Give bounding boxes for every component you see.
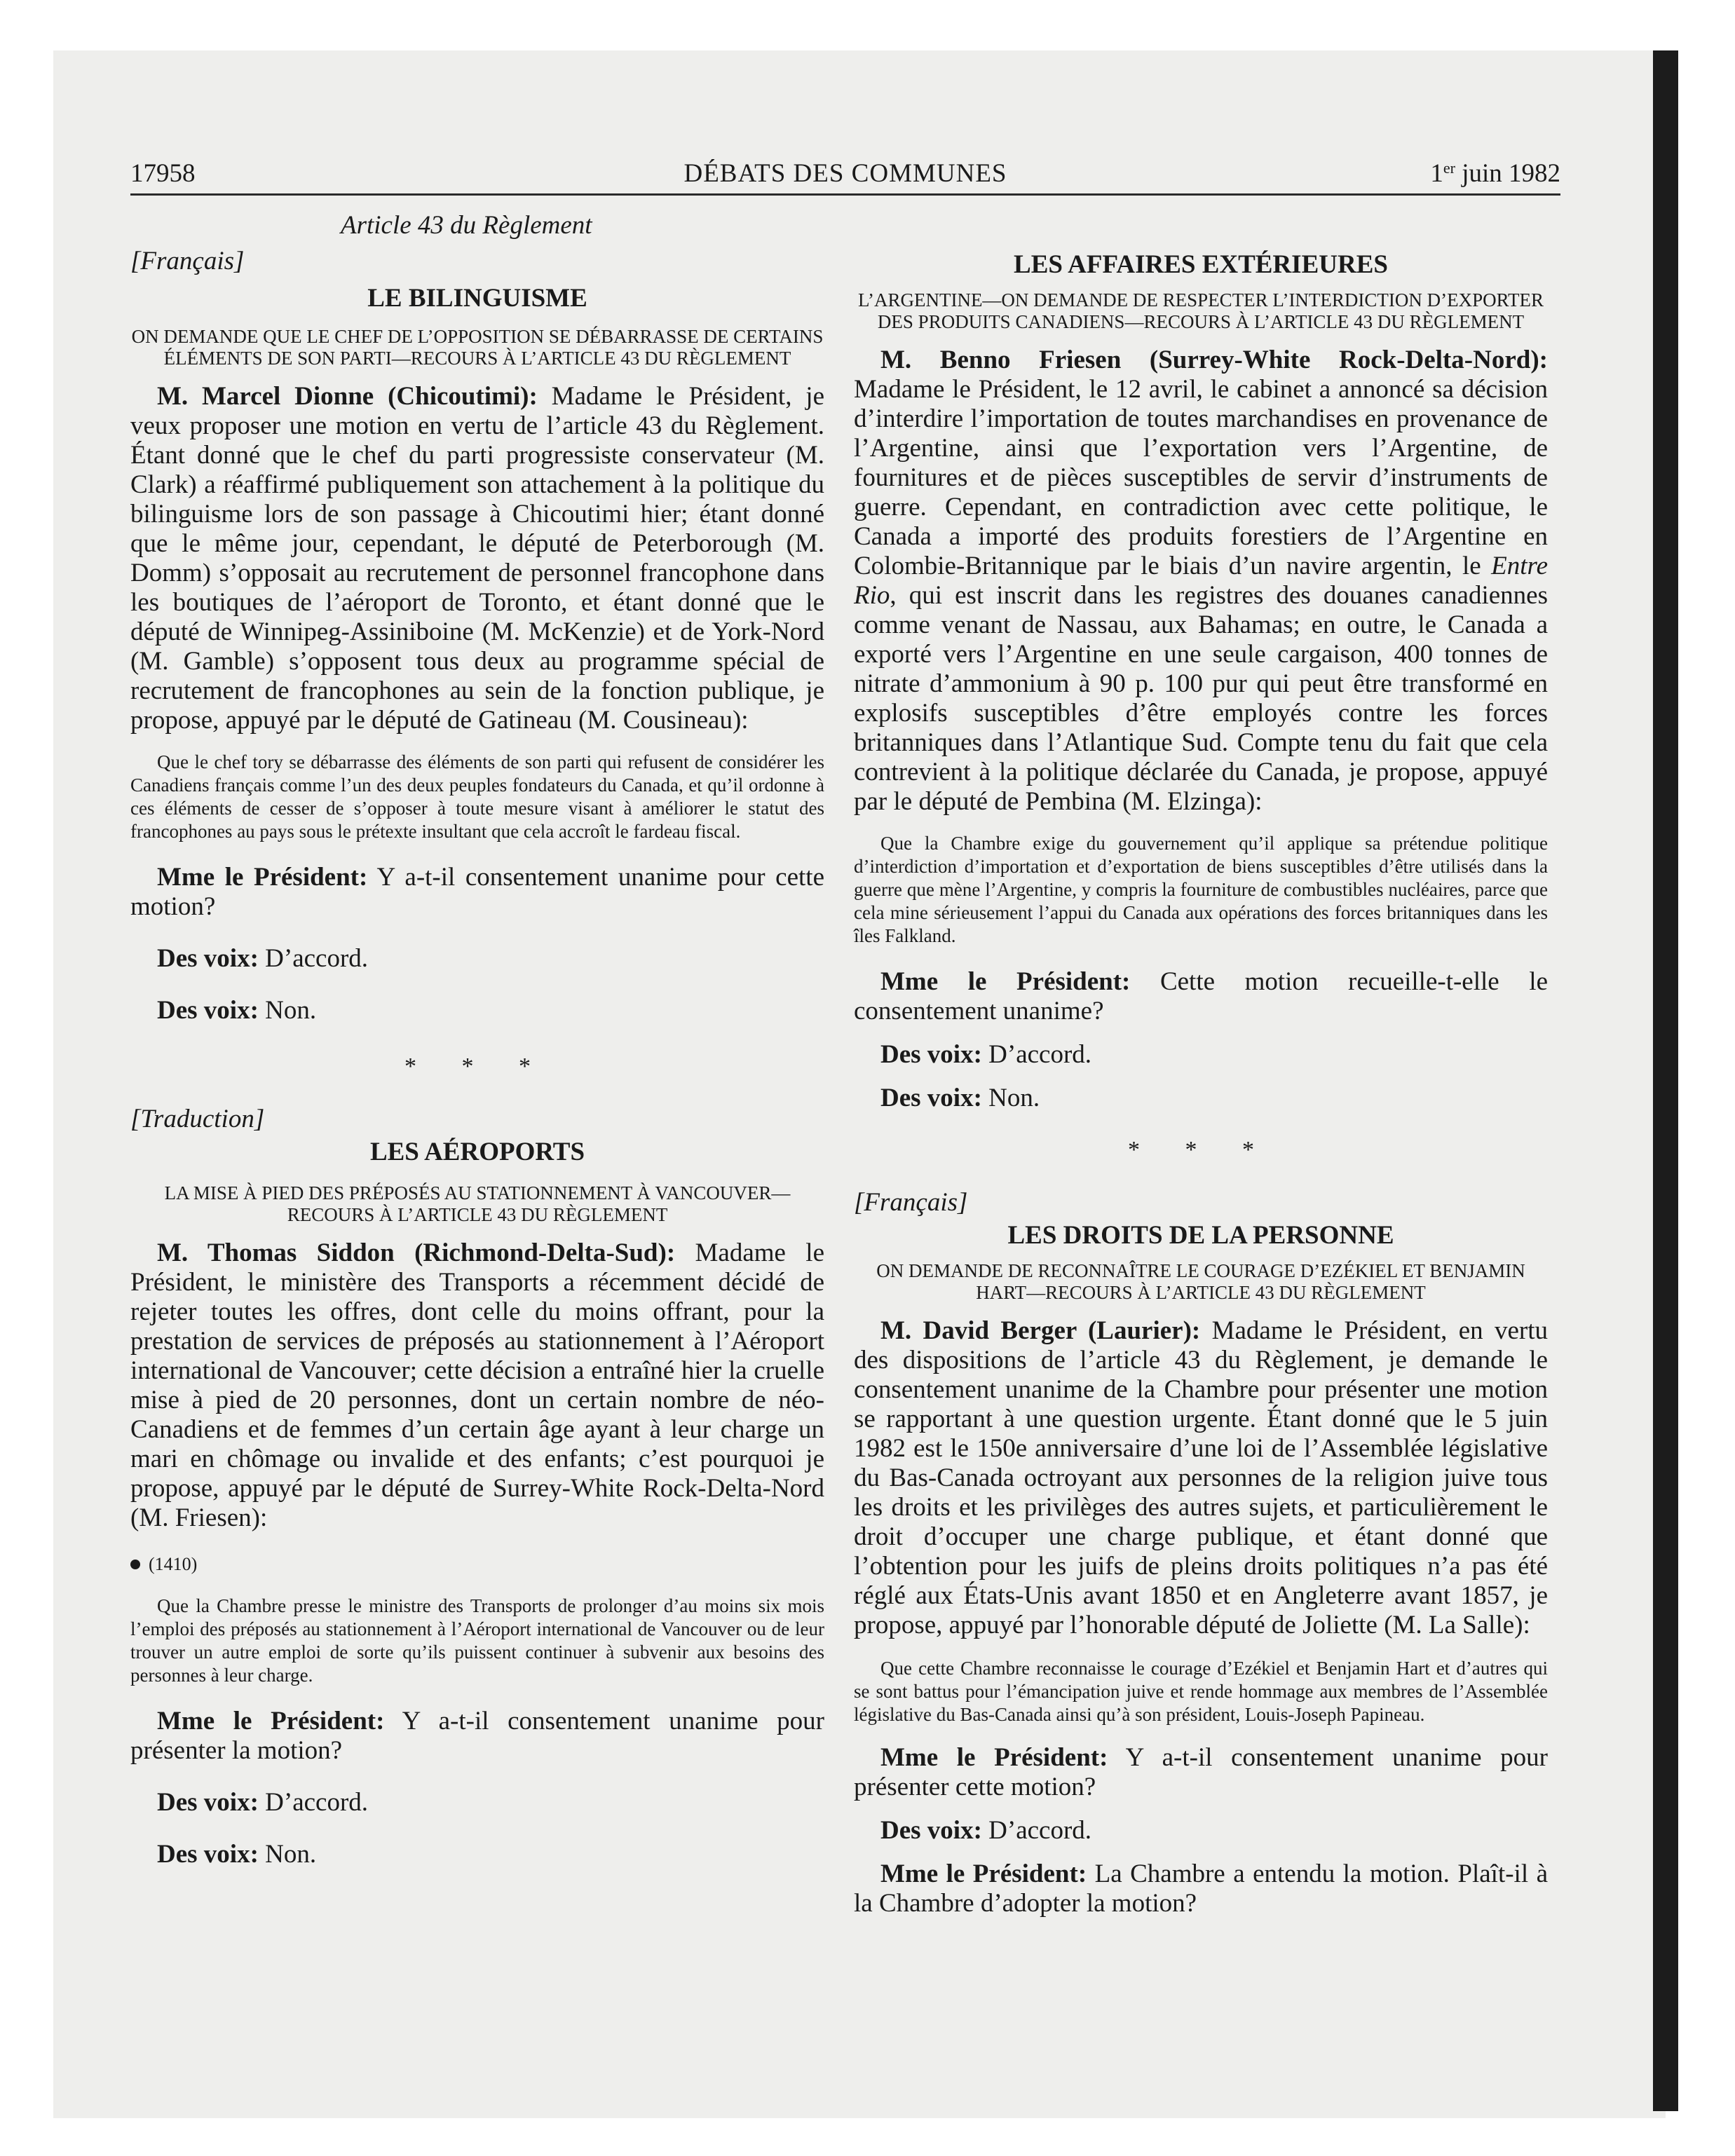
speech-text: Madame le Président, le ministère des Transports a récemment décidé de rejeter toutes les offres, dont celle du moins offrant, pour la prestation de services de préposés au stationnement à l’Aéroport international de Vancouver; cette décision a entraîné hier la cruelle mise à pied de 20 personnes, dont un certain nombre de néo-Canadiens et de femmes d’un certain âge ayant à leur charge un mari en chômage ou invalide et des enfants; c’est pourquoi je propose, appuyé par le député de Surrey-White Rock-Delta-Nord (M. Friesen): [130, 1239, 824, 1532]
speech-text: La Chambre a entendu la motion. Plaît-il à la Chambre d’adopter la motion? [854, 1860, 1548, 1918]
voices-text: D’accord. [258, 1788, 369, 1817]
speech-text: Madame le Président, je veux proposer une motion en vertu de l’article 43 du Règlement. Étant donné que le chef du parti progressiste conservateur (M. Clark) a réaffirmé publiquement son attachement à la politique du bilinguisme lors de son passage à Chicoutimi hier; étant donné que le même jour, cependant, le député de Peterborough (M. Domm) s’opposait au recrutement de personnel francophone dans les boutiques de l’aéroport de Toronto, et étant donné que le député de Winnipeg-Assiniboine (M. McKenzie) et de York-Nord (M. Gamble) s’opposent tous deux au programme spécial de recrutement de francophones au sein de la fonction publique, je propose, appuyé par le député de Gatineau (M. Cousineau): [130, 382, 824, 735]
voices-line [854, 1816, 1548, 1845]
speech-paragraph [130, 382, 824, 735]
ship-name: Entre Rio [854, 552, 1548, 610]
speaker-name: Mme le Président: [880, 1860, 1087, 1888]
section-subheading: ON DEMANDE DE RECONNAÎTRE LE COURAGE D’EZÉKIEL ET BENJAMIN HART—RECOURS À L’ARTICLE 43 DU RÈGLEMENT [876, 1260, 1525, 1303]
section-heading: LES DROITS DE LA PERSONNE [1007, 1221, 1394, 1250]
language-note: [Français] [854, 1188, 968, 1217]
speech-paragraph [854, 1316, 1548, 1640]
date-day: 1 [1430, 159, 1443, 188]
time-marker-text: (1410) [149, 1554, 198, 1574]
voices-label: Des voix: [880, 1816, 982, 1845]
article-note: Article 43 du Règlement [341, 211, 592, 240]
voices-line [130, 1840, 824, 1869]
voices-label: Des voix: [157, 944, 259, 973]
speech-text: Y a-t-il consentement unanime pour présenter cette motion? [854, 1743, 1548, 1801]
motion-text: Que la Chambre exige du gouvernement qu’il applique sa prétendue politique d’interdiction d’importation et d’exportation de biens susceptibles d’être utilisés dans la guerre que mène l’Argentine, y compris la fourniture de combustibles nucléaires, parce que cela mine sérieusement l’appui du Canada aux opérations des forces britanniques dans les îles Falkland. [854, 833, 1548, 946]
speech-text: Y a-t-il consentement unanime pour cette motion? [130, 863, 825, 921]
speaker-name: Mme le Président: [880, 1743, 1108, 1772]
voices-line [854, 1084, 1548, 1113]
voices-line [854, 1040, 1548, 1070]
speaker-name: M. Thomas Siddon (Richmond-Delta-Sud): [157, 1239, 676, 1267]
speech-paragraph [854, 1860, 1548, 1918]
voices-label: Des voix: [157, 1788, 259, 1817]
voices-label: Des voix: [157, 1840, 259, 1869]
motion-text: Que la Chambre presse le ministre des Transports de prolonger d’au moins six mois l’emploi des préposés au stationnement à l’Aéroport international de Vancouver ou de leur trouver un autre emploi de sorte qu’ils puissent continuer à subvenir aux besoins des personnes à leur charge. [130, 1595, 824, 1686]
section-subheading: L’ARGENTINE—ON DEMANDE DE RESPECTER L’INTERDICTION D’EXPORTER DES PRODUITS CANADIENS—RECOURS À L’ARTICLE 43 DU RÈGLEMENT [857, 289, 1544, 332]
scan-edge-bar [1653, 50, 1678, 2111]
speaker-name: M. David Berger (Laurier): [880, 1316, 1201, 1345]
speech-paragraph [130, 863, 824, 922]
voices-text: D’accord. [981, 1816, 1092, 1845]
language-note: [Traduction] [130, 1105, 265, 1133]
speech-text: Madame le Président, le 12 avril, le cabinet a annoncé sa décision d’interdire l’importation de toutes marchandises en provenance de l’Argentine, ainsi que l’exportation vers l’Argentine, de fournitures et de pièces susceptibles de servir d’instruments de guerre. Cependant, en contradiction avec cette politique, le Canada a importé des produits forestiers de l’Argentine en Colombie-Britannique par le biais d’un navire argentin, le [854, 375, 1548, 580]
voices-text: Non. [258, 996, 317, 1025]
section-separator: * * * [1128, 1137, 1274, 1163]
section-subheading: ON DEMANDE QUE LE CHEF DE L’OPPOSITION SE DÉBARRASSE DE CERTAINS ÉLÉMENTS DE SON PARTI—RECOURS À L’ARTICLE 43 DU RÈGLEMENT [131, 326, 824, 369]
voices-line [130, 996, 824, 1025]
time-marker [130, 1554, 824, 1575]
speaker-name: M. Benno Friesen (Surrey-White Rock-Delta-Nord): [880, 346, 1548, 374]
speech-paragraph [854, 967, 1548, 1026]
bullet-icon [130, 1560, 140, 1569]
voices-text: D’accord. [981, 1040, 1092, 1069]
speaker-name: M. Marcel Dionne (Chicoutimi): [157, 382, 538, 411]
date-rest: juin 1982 [1455, 159, 1560, 188]
speech-paragraph [130, 1239, 824, 1533]
voices-text: Non. [981, 1084, 1040, 1112]
publication-date [1430, 158, 1560, 189]
voices-text: Non. [258, 1840, 317, 1869]
voices-line [130, 944, 824, 974]
voices-label: Des voix: [157, 996, 259, 1025]
speech-paragraph [854, 1743, 1548, 1802]
motion-text: Que le chef tory se débarrasse des éléments de son parti qui refusent de considérer les Canadiens français comme l’un des deux peuples fondateurs du Canada, et qu’il ordonne à ces éléments de cesser de s’opposer à toute mesure visant à améliorer le statut des francophones au pays sous le prétexte insultant que cela accroît le fardeau fiscal. [130, 751, 824, 842]
page-number: 17958 [130, 159, 196, 188]
voices-label: Des voix: [880, 1040, 982, 1069]
speech-text: Cette motion recueille-t-elle le consentement unanime? [854, 967, 1548, 1025]
speech-paragraph [854, 346, 1548, 817]
speech-text: Y a-t-il consentement unanime pour présenter la motion? [130, 1707, 824, 1765]
right-column [854, 250, 1548, 1918]
voices-text: D’accord. [258, 944, 369, 973]
section-heading: LES AÉROPORTS [369, 1138, 585, 1166]
speech-text: , qui est inscrit dans les registres des douanes canadiennes comme venant de Nassau, aux Bahamas; en outre, le Canada a exporté vers l’Argentine en une seule cargaison, 400 tonnes de nitrate d’ammonium à 90 p. 100 pur qui peut être transformé en explosifs susceptibles d’être employés contre les forces britanniques dans l’Atlantique Sud. Compte tenu du fait que cela contrevient à la politique déclarée du Canada, je propose, appuyé par le député de Pembina (M. Elzinga): [854, 581, 1548, 816]
speaker-name: Mme le Président: [157, 863, 368, 892]
speaker-name: Mme le Président: [880, 967, 1131, 996]
publication-title: DÉBATS DES COMMUNES [683, 159, 1007, 188]
speaker-name: Mme le Président: [157, 1707, 385, 1735]
left-column [130, 210, 824, 1869]
section-separator: * * * [404, 1053, 550, 1079]
voices-line [130, 1788, 824, 1817]
voices-label: Des voix: [880, 1084, 982, 1112]
speech-paragraph [130, 1707, 824, 1766]
speech-text: Madame le Président, en vertu des dispositions de l’article 43 du Règlement, je demande le consentement unanime de la Chambre pour présenter une motion se rapportant à une question urgente. Étant donné que le 5 juin 1982 est le 150e anniversaire d’une loi de l’Assemblée législative du Bas-Canada octroyant aux personnes de la religion juive tous les droits et les privilèges des autres sujets, et particulièrement le droit d’occuper une charge publique, et étant donné que l’obtention pour les juifs de pleins droits politiques n’a pas été réglé aux États-Unis avant 1850 et en Angleterre avant 1857, je propose, appuyé par l’honorable député de Joliette (M. La Salle): [854, 1316, 1549, 1639]
language-note: [Français] [130, 247, 245, 275]
motion-text: Que cette Chambre reconnaisse le courage d’Ezékiel et Benjamin Hart et d’autres qui se sont battus pour l’émancipation juive et rende hommage aux membres de l’Assemblée législative du Bas-Canada ainsi qu’à son président, Louis-Joseph Papineau. [854, 1658, 1548, 1725]
section-heading: LE BILINGUISME [367, 284, 587, 313]
section-subheading: LA MISE À PIED DES PRÉPOSÉS AU STATIONNEMENT À VANCOUVER—RECOURS À L’ARTICLE 43 DU RÈGLEMENT [164, 1182, 791, 1225]
section-heading: LES AFFAIRES EXTÉRIEURES [1014, 250, 1388, 279]
page-header [130, 156, 1560, 196]
date-sup: er [1443, 159, 1455, 177]
